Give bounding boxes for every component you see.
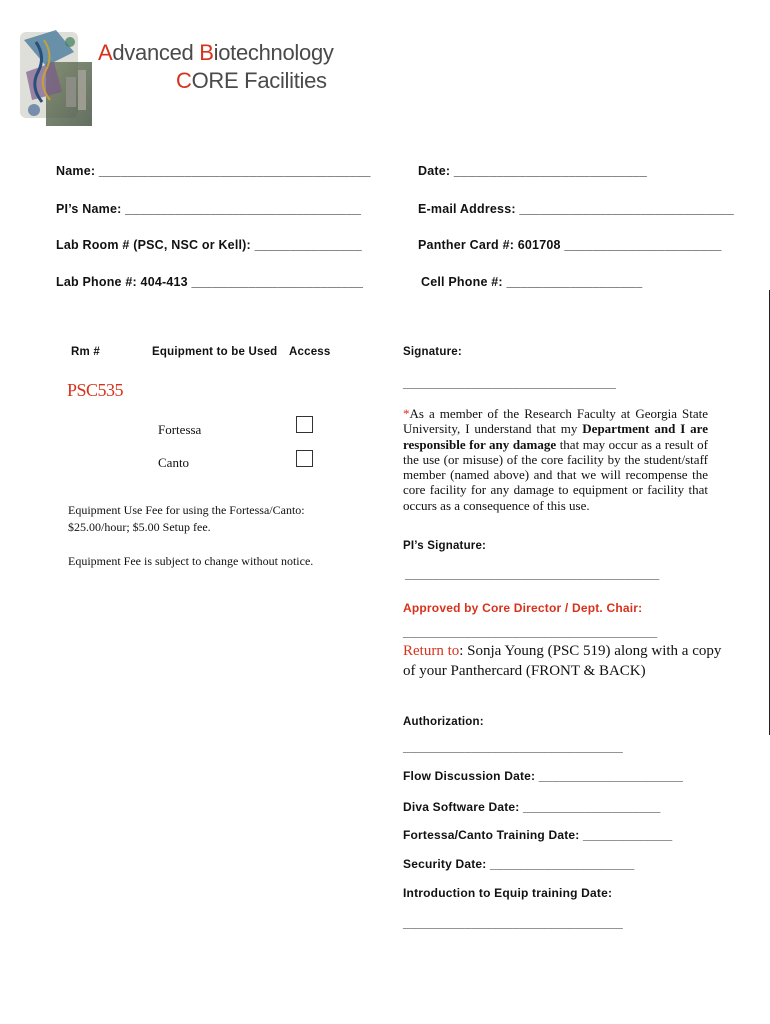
signature-label: Signature: — [403, 346, 462, 358]
equipment-item-canto: Canto — [158, 455, 190, 470]
flow-discussion-date-field[interactable]: Flow Discussion Date: _____________________ — [403, 769, 684, 783]
return-instructions — [403, 641, 723, 681]
canto-access-checkbox[interactable] — [296, 450, 313, 467]
logo-text-line2: CORE Facilities — [176, 68, 327, 93]
fortessa-canto-training-date-field[interactable]: Fortessa/Canto Training Date: _____________ — [403, 828, 673, 842]
lab-room-field[interactable]: Lab Room # (PSC, NSC or Kell): _______________ — [56, 238, 362, 252]
fortessa-access-checkbox[interactable] — [296, 416, 313, 433]
security-date-field[interactable]: Security Date: _____________________ — [403, 857, 635, 871]
cell-phone-field[interactable]: Cell Phone #: ___________________ — [421, 275, 643, 289]
approval-signature-line[interactable]: _____________________________________ — [403, 625, 658, 639]
logo-collage-image — [16, 22, 98, 130]
pi-name-field[interactable]: PI’s Name: _________________________________ — [56, 202, 362, 216]
disclaimer-bold: Department and I are responsible for any damage — [403, 421, 708, 452]
column-header-access: Access — [289, 346, 331, 358]
column-header-equipment: Equipment to be Used — [152, 346, 278, 358]
panther-card-field[interactable]: Panther Card #: 601708 ______________________ — [418, 238, 722, 252]
disclaimer-text-b: that may occur as a result of the use (or misuse) of the core facility by the student/staff member (named above) and that we will recompense the core facility for any damage to equipment or facility that occurs as a consequence of this use. — [403, 436, 708, 513]
pi-signature-line[interactable]: _____________________________________ — [405, 567, 660, 581]
date-field[interactable]: Date: ___________________________ — [418, 164, 648, 178]
intro-training-date-line[interactable]: ________________________________ — [403, 916, 623, 930]
signature-line[interactable]: _______________________________ — [403, 376, 617, 390]
diva-software-date-field[interactable]: Diva Software Date: ____________________ — [403, 800, 661, 814]
column-header-room: Rm # — [71, 346, 100, 358]
equipment-item-fortessa: Fortessa — [158, 422, 202, 437]
liability-disclaimer — [403, 406, 708, 513]
pi-signature-label: PI’s Signature: — [403, 540, 487, 552]
logo-text-line1: Advanced Biotechnology — [98, 40, 334, 65]
name-field[interactable]: Name: ______________________________________ — [56, 164, 371, 178]
fee-note-change-notice: Equipment Fee is subject to change without notice. — [68, 554, 314, 568]
email-field[interactable]: E-mail Address: ______________________________ — [418, 202, 734, 216]
return-to-label: Return to — [403, 643, 460, 659]
fee-note — [68, 502, 348, 570]
approval-label: Approved by Core Director / Dept. Chair: — [403, 601, 643, 615]
return-to-text: : Sonja Young (PSC 519) along with a copy of your Panthercard (FRONT & BACK) — [403, 643, 722, 679]
authorization-label: Authorization: — [403, 716, 484, 728]
fee-note-rates: Equipment Use Fee for using the Fortessa/Canto: $25.00/hour; $5.00 Setup fee. — [68, 503, 305, 534]
lab-phone-field[interactable]: Lab Phone #: 404-413 ________________________ — [56, 275, 364, 289]
room-number: PSC535 — [67, 380, 124, 400]
disclaimer-asterisk: * — [403, 406, 410, 421]
disclaimer-text-a: As a member of the Research Faculty at Georgia State University, I understand that my — [403, 406, 708, 437]
intro-training-date-label: Introduction to Equip training Date: — [403, 886, 613, 900]
authorization-line[interactable]: ________________________________ — [403, 740, 623, 754]
